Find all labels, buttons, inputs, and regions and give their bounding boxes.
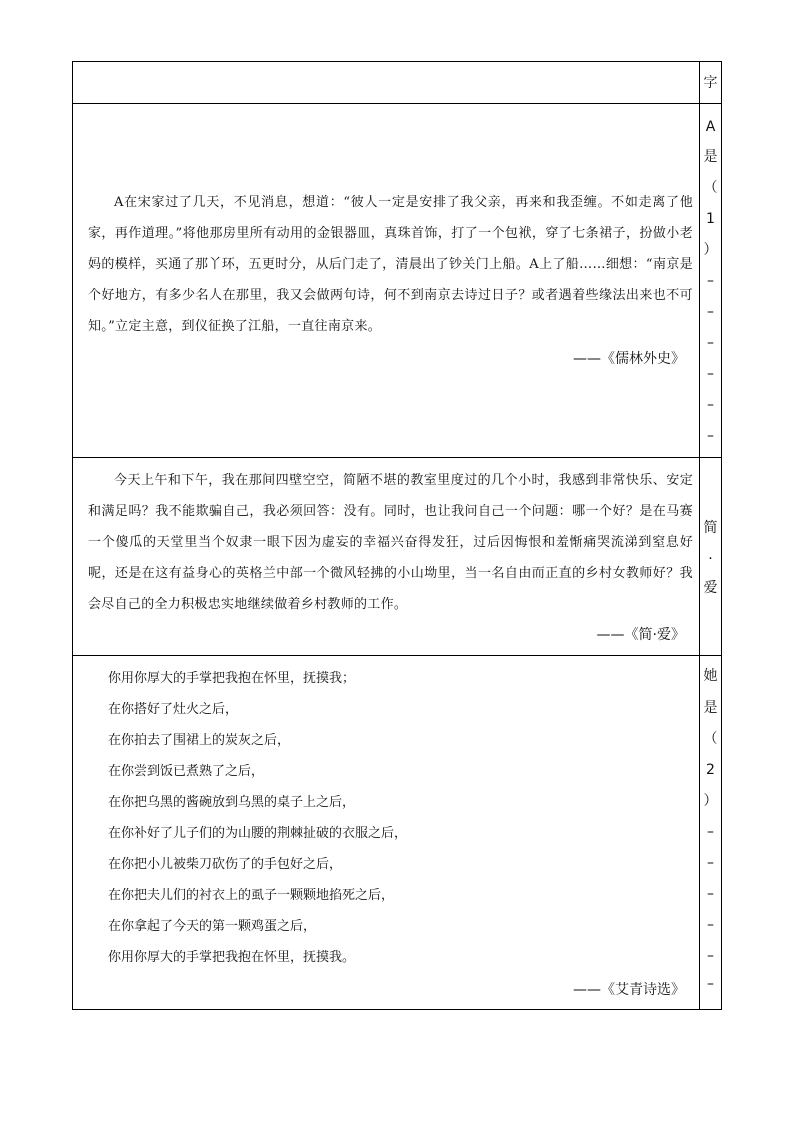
side-char: ） [703,793,718,809]
poem-line: 在你补好了儿子们的为山腰的荆棘扯破的衣服之后， [108,826,408,841]
poem-line: 在你尝到饭已煮熟了之后， [108,764,265,779]
side-char: （ [703,731,718,747]
section3-main-cell [73,656,700,1009]
document-table [72,61,722,1010]
side-char: – [707,304,714,320]
side-char: A [705,119,716,135]
poem-line: 在你把乌黑的酱碗放到乌黑的桌子上之后， [108,795,356,810]
poem-line: 在你把小儿被柴刀砍伤了的手包好之后， [108,857,343,872]
side-char: （ [703,180,718,196]
side-char: – [707,335,714,351]
section1-main-cell [73,104,700,457]
poem-line: 在你拍去了围裙上的炭灰之后， [108,733,291,748]
side-char: 是 [703,700,718,716]
side-char: 简 [703,520,718,536]
section2-source: ——《简·爱》 [596,627,685,643]
side-char: ） [703,242,718,258]
section2-paragraph: 今天上午和下午，我在那间四壁空空，简陋不堪的教室里度过的几个小时，我感到非常快乐、安定和满足吗？我不能欺骗自己，我必须回答：没有。同时，也让我问自己一个问题：哪一个好？是在马赛一个傻瓜的天堂里当个奴隶一眼下因为虚妄的幸福兴奋得发狂，过后因悔恨和羞惭痛哭流涕到窒息好呢，还是在这有益身心的英格兰中部一个微风轻拂的小山坳里，当一名自由而正直的乡村女教师好？我会尽自己的全力积极忠实地继续做着乡村教师的工作。 [88,473,693,612]
poem-line: 在你把夫儿们的衬衣上的虱子一颗颗地掐死之后， [108,888,395,903]
poem-line: 在你搭好了灶火之后， [108,702,239,717]
header-side-char: 字 [703,75,718,91]
side-char: 是 [703,149,718,165]
header-main-cell [73,62,700,103]
section2-side-cell [700,458,721,655]
side-char: – [707,428,714,444]
poem-line: 你用你厚大的手掌把我抱在怀里，抚摸我； [108,671,356,686]
header-row [73,62,721,104]
section-jane-eyre [73,458,721,656]
section-aiqing-poems [73,656,721,1009]
side-char: – [707,366,714,382]
side-char: – [707,917,714,933]
side-char: – [707,886,714,902]
side-char: – [707,855,714,871]
section3-source: ——《艾青诗选》 [573,982,685,998]
side-char: – [707,824,714,840]
side-char: 她 [703,668,718,684]
poem-line: 在你拿起了今天的第一颗鸡蛋之后， [108,919,317,934]
side-char: 爱 [703,580,718,596]
side-char: 2 [706,762,715,778]
section-rulin-waishi [73,104,721,458]
side-char: 1 [706,211,715,227]
section1-paragraph: A在宋家过了几天，不见消息，想道：“彼人一定是安排了我父亲，再来和我歪缠。不如走离了他家，再作道理。”将他那房里所有动用的金银器皿，真珠首饰，打了一个包袱，穿了七条裙子，扮做小老妈的模样，买通了那丫环，五更时分，从后门走了，清晨出了钞关门上船。A上了船……细想：“南京是个好地方，有多少名人在那里，我又会做两句诗，何不到南京去诗过日子？或者遇着些缘法出来也不可知。”立定主意，到仪征换了江船，一直往南京来。 [88,195,693,334]
section3-side-cell [700,656,721,1009]
side-char: – [707,948,714,964]
side-char: – [707,976,714,992]
poem [108,663,688,973]
side-char: · [708,551,713,567]
section2-main-cell [73,458,700,655]
poem-line: 你用你厚大的手掌把我抱在怀里，抚摸我。 [108,950,356,965]
side-char: – [707,397,714,413]
side-char: – [707,273,714,289]
section1-side-cell [700,104,721,457]
section1-source: ——《儒林外史》 [573,351,685,367]
header-side-cell [700,62,721,103]
